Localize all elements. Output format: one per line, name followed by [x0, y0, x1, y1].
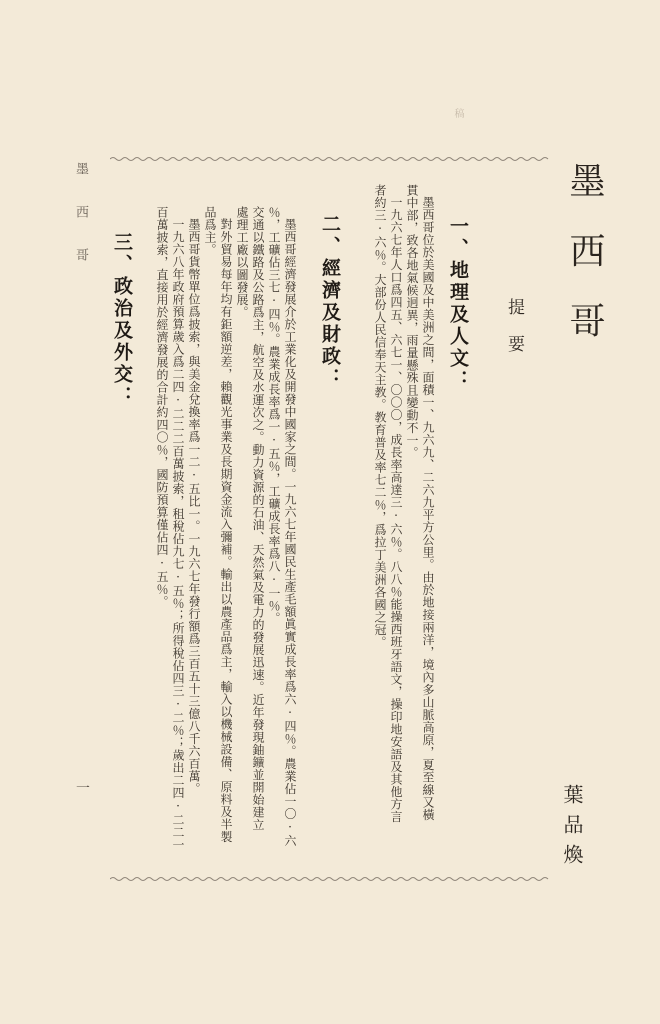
- section-heading-3: 三、政治及外交：: [111, 232, 133, 408]
- paragraph-line: 墨西哥位於美國及中美洲之間，面積一、九六九、二六九平方公里。由於地接兩洋，境內多山脈高原，夏至線又橫: [421, 196, 435, 821]
- paragraph-line: ％，工礦佔三七·四％。農業成長率爲一·五％，工礦成長率爲八·一％。: [267, 206, 281, 625]
- paragraph-line: 品爲主。: [203, 206, 217, 256]
- paragraph-line: 一九六八年政府預算歲入爲二四·二二二百萬披索，租稅佔九七·五％；所得稅佔四三·二％；歲出二四·二二一: [171, 218, 185, 851]
- author-name: 葉品煥: [560, 784, 584, 874]
- page-title: 墨西哥: [564, 162, 605, 372]
- paragraph-line: 貫中部，致各地氣候迥異，雨量懸殊且變動不一。: [405, 184, 419, 459]
- paragraph-line: 墨西哥貨幣單位爲披索，與美金兌換率爲一二·五比一。一九六七年發行額爲三百五十三億八千六百萬。: [187, 218, 201, 795]
- paragraph-line: 對外貿易每年均有鉅額逆差，賴觀光事業及長期資金流入彌補。輸出以農產品爲主，輸入以機械設備、原料及半製: [219, 218, 233, 843]
- summary-label: 提要: [504, 298, 524, 372]
- bottom-wavy-rule: [110, 876, 550, 882]
- top-wavy-rule: [110, 156, 550, 162]
- paragraph-line: 處理工廠以圖發展。: [235, 206, 249, 319]
- section-heading-1: 一、地理及人文：: [447, 216, 469, 392]
- paragraph-line: 者約三·六％。大部份人民信奉天主教。教育普及率七二％，爲拉丁美洲各國之冠。: [373, 184, 387, 649]
- paragraph-line: 墨西哥經濟發展介於工業化及開發中國家之間。一九六七年國民生產毛額眞實成長率爲六·四％。農業佔一〇·六: [283, 218, 297, 847]
- faint-mark: 稿: [452, 108, 463, 118]
- page-number: 一: [76, 781, 90, 797]
- paragraph-line: 百萬披索，直接用於經濟發展的合計約四〇％，國防預算僅佔四·五％。: [155, 206, 169, 608]
- section-heading-2: 二、經濟及財政：: [319, 214, 341, 390]
- paragraph-line: 交通以鐵路及公路爲主，航空及水運次之。動力資源的石油、天然氣及電力的發展迅速。近年發現鈾鑛並開始建立: [251, 206, 265, 831]
- paragraph-line: 一九六七年人口爲四五、六七一、〇〇〇，成長率高達三·六％。八八％能操西班牙語文，操印地安語及其他方言: [389, 196, 403, 823]
- margin-running-title: 墨西哥: [73, 162, 88, 291]
